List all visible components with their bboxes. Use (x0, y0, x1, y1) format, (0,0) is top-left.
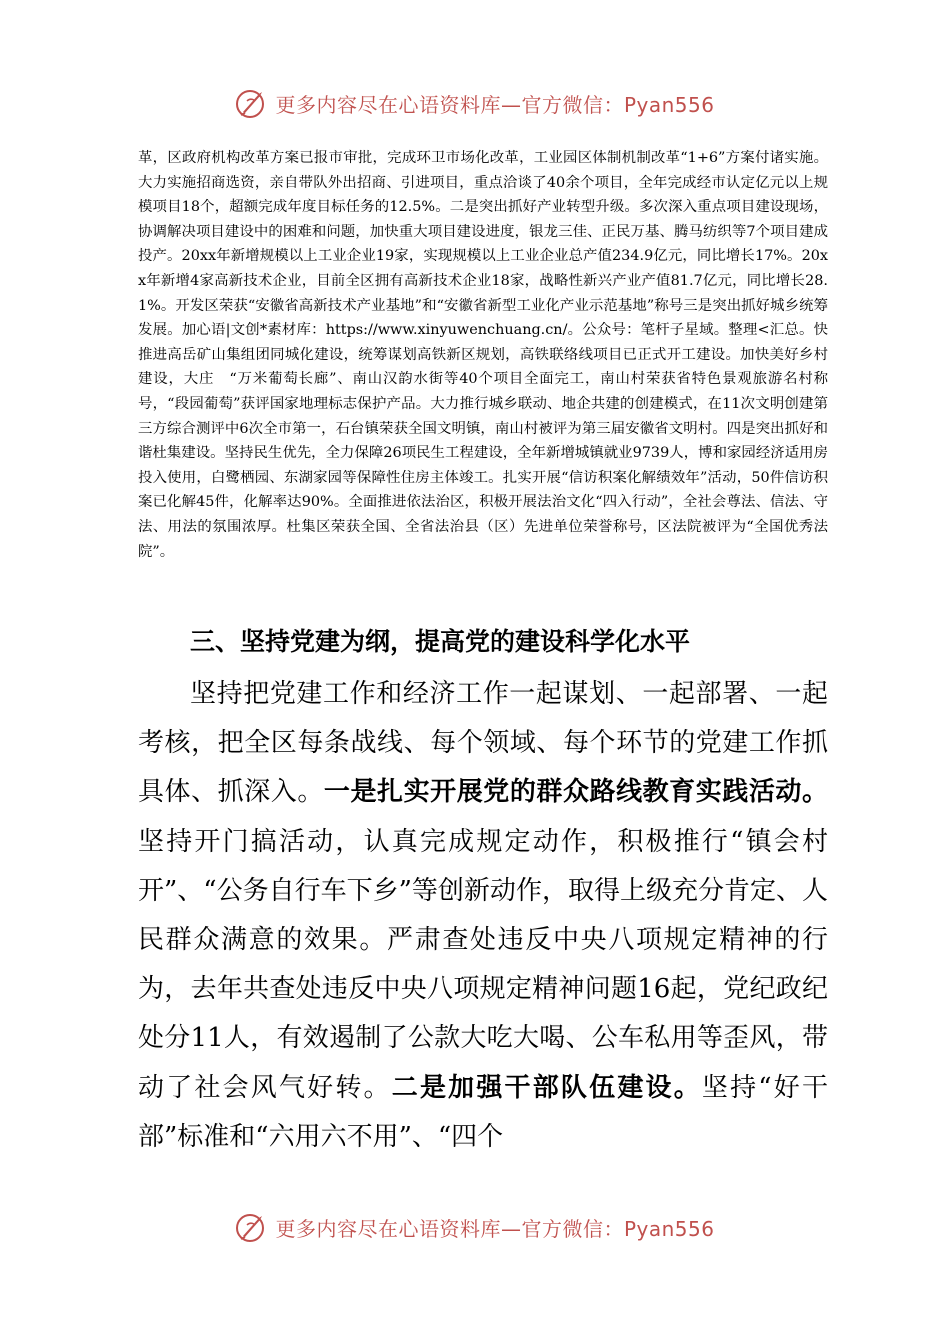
bold-lead-2: 二是加强干部队伍建设。 (391, 1072, 702, 1103)
quill-pen-logo-icon (235, 86, 269, 120)
bold-lead-1: 一是扎实开展党的群众路线教育实践活动。 (323, 777, 828, 808)
body-paragraph-large (138, 670, 828, 1162)
header-watermark-banner (0, 82, 950, 124)
paragraph-text: 坚持“好干部”标准和“六用六不用”、“四个 (138, 1072, 828, 1152)
footer-watermark-banner (0, 1206, 950, 1248)
quill-pen-logo-icon (235, 1210, 269, 1244)
paragraph-text: 坚持开门搞活动，认真完成规定动作，积极推行“镇会村开”、“公务自行车下乡”等创新动作，取得上级充分肯定、人民群众满意的效果。严肃查处违反中央八项规定精神的行为，去年共查处违反中央八项规定精神问题16起，党纪政纪处分11人，有效遏制了公款大吃大喝、公车私用等歪风，带动了社会风气好转。 (138, 826, 828, 1103)
body-paragraph-small: 革，区政府机构改革方案已报市审批，完成环卫市场化改革，工业园区体制机制改革“1+6”方案付诸实施。大力实施招商选资，亲自带队外出招商、引进项目，重点洽谈了40余个项目，全年完成经市认定亿元以上规模项目18个，超额完成年度目标任务的12.5%。二是突出抓好产业转型升级。多次深入重点项目建设现场，协调解决项目建设中的困难和问题，加快重大项目建设进度，银龙三佳、正民万基、腾马纺织等7个项目建成投产。20xx年新增规模以上工业企业19家，实现规模以上工业企业总产值234.9亿元，同比增长17%。20xx年新增4家高新技术企业，目前全区拥有高新技术企业18家，战略性新兴产业产值81.7亿元，同比增长28.1%。开发区荣获“安徽省高新技术产业基地”和“安徽省新型工业化产业示范基地”称号三是突出抓好城乡统筹发展。加心语|文创*素材库：https://www.xinyuwenchuang.cn/。公众号：笔杆子星域。整理<汇总。快推进高岳矿山集组团同城化建设，统筹谋划高铁新区规划，高铁联络线项目已正式开工建设。加快美好乡村建设，大庄 “万米葡萄长廊”、南山汉韵水街等40个项目全面完工，南山村荣获省特色景观旅游名村称号，“段园葡萄”获评国家地理标志保护产品。大力推行城乡联动、地企共建的创建模式，在11次文明创建第三方综合测评中6次全市第一，石台镇荣获全国文明镇，南山村被评为第三届安徽省文明村。四是突出抓好和谐杜集建设。坚持民生优先，全力保障26项民生工程建设，全年新增城镇就业9739人，博和家园经济适用房投入使用，白鹭栖园、东湖家园等保障性住房主体竣工。扎实开展“信访积案化解绩效年”活动，50件信访积案已化解45件，化解率达90%。全面推进依法治区，积极开展法治文化“四入行动”，全社会尊法、信法、守法、用法的氛围浓厚。杜集区荣获全国、全省法治县（区）先进单位荣誉称号，区法院被评为“全国优秀法院”。 (138, 150, 828, 560)
banner-text: 更多内容尽在心语资料库—官方微信：Pyan556 (275, 1216, 715, 1241)
section-heading: 三、坚持党建为纲，提高党的建设科学化水平 (190, 627, 691, 656)
banner-text: 更多内容尽在心语资料库—官方微信：Pyan556 (275, 92, 715, 117)
paragraph-text: 坚持把党建工作和经济工作一起谋划、一起部署、一起考核，把全区每条战线、每个领域、每个环节的党建工作抓具体、抓深入。 (138, 679, 828, 808)
